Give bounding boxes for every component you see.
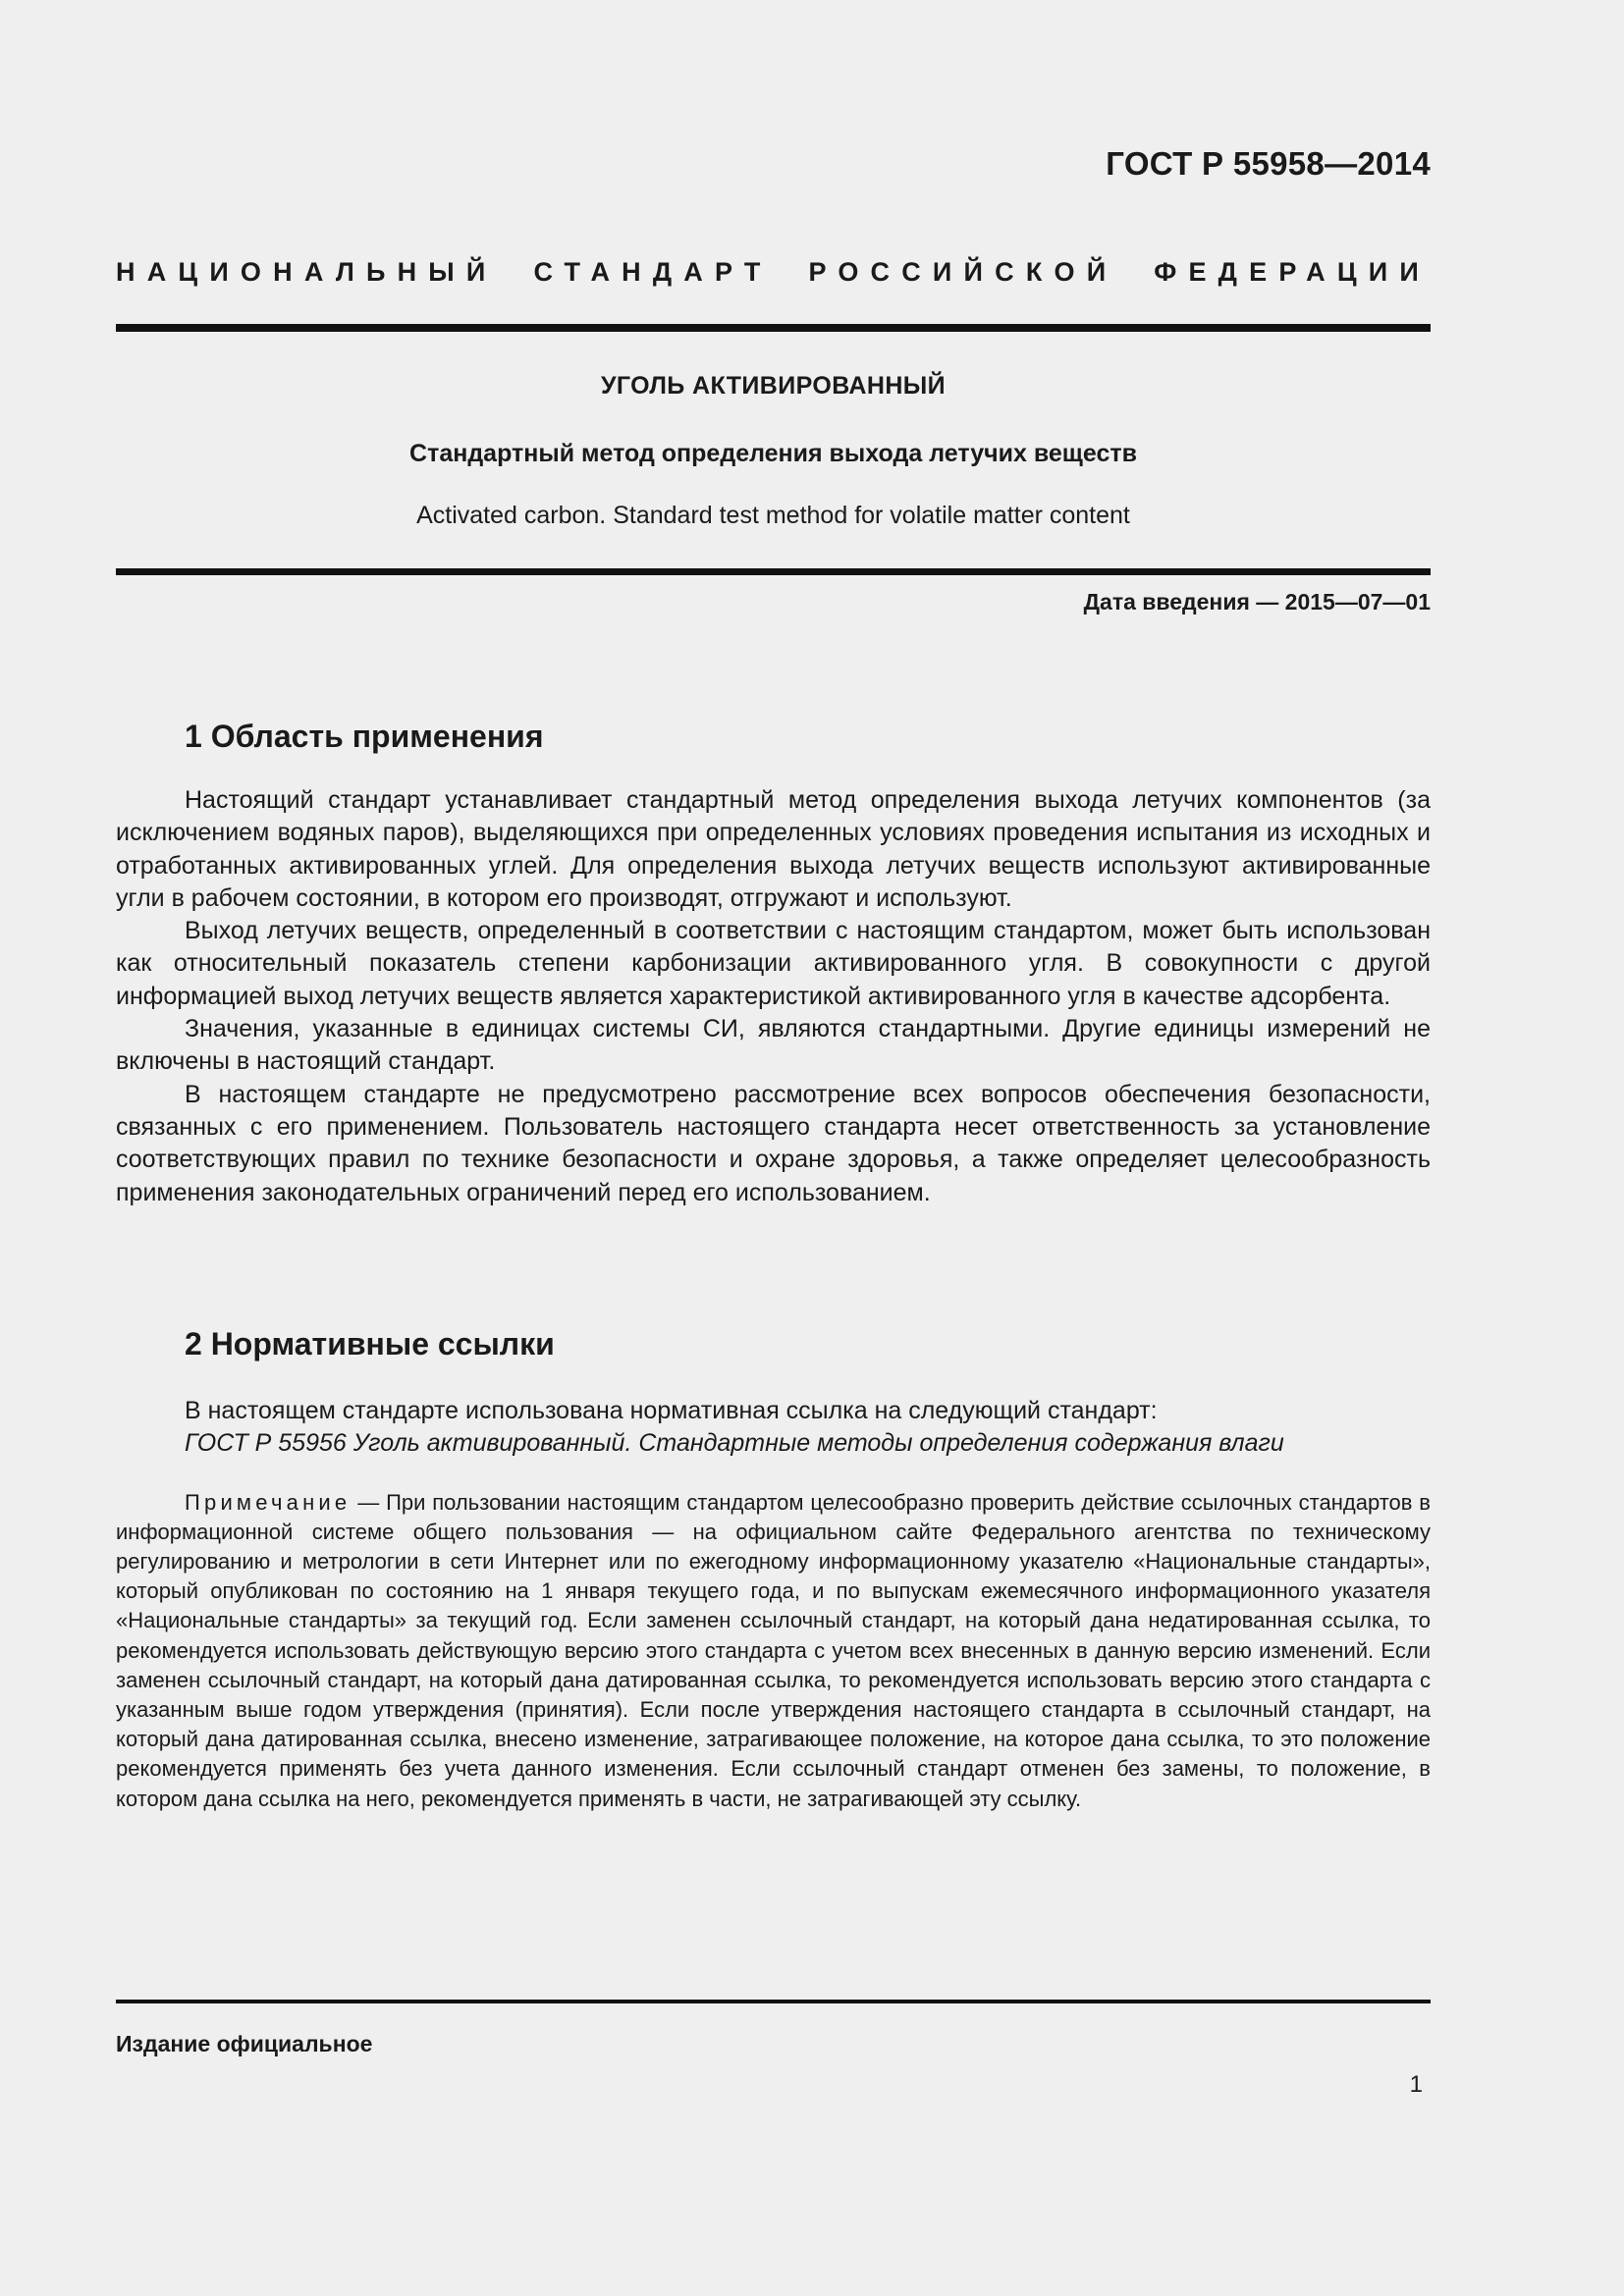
section-scope [116, 719, 1431, 1209]
paragraph: Значения, указанные в единицах системы СИ, являются стандартными. Другие единицы измерений не включены в настоящий стандарт. [116, 1015, 1431, 1076]
document-subtitle: Стандартный метод определения выхода летучих веществ [409, 440, 1137, 467]
note [116, 1488, 1431, 1814]
paragraph: Настоящий стандарт устанавливает стандартный метод определения выхода летучих компонентов (за исключением водяных паров), выделяющихся при определенных условиях проведения испытания из исходных и отработанных активированных углей. Для определения выхода летучих веществ используют активированные угли в рабочем состоянии, в котором его производят, отгружают и используют. [116, 786, 1431, 912]
note-text: — При пользовании настоящим стандартом целесообразно проверить действие ссылочных стандартов в информационной системе общего пользования — на официальном сайте Федерального агентства по техническому регулированию и метрологии в сети Интернет или по ежегодному информационному указателю «Национальные стандарты», который опубликован по состоянию на 1 января текущего года, и по выпускам ежемесячного информационного указателя «Национальные стандарты» за текущий год. Если заменен ссылочный стандарт, на который дана недатированная ссылка, то рекомендуется использовать действующую версию этого стандарта с учетом всех внесенных в данную версию изменений. Если заменен ссылочный стандарт, на который дана датированная ссылка, то рекомендуется использовать версию этого стандарта с указанным выше годом утверждения (принятия). Если после утверждения настоящего стандарта в ссылочный стандарт, на который дана датированная ссылка, внесено изменение, затрагивающее положение, на которое дана ссылка, то это положение рекомендуется применять без учета данного изменения. Если ссылочный стандарт отменен без замены, то положение, в котором дана ссылка на него, рекомендуется применять в части, не затрагивающей эту ссылку. [116, 1489, 1431, 1811]
top-rule [116, 324, 1431, 332]
reference-item: ГОСТ Р 55956 Уголь активированный. Стандартные методы определения содержания влаги [185, 1429, 1284, 1458]
note-label: Примечание [185, 1489, 352, 1515]
section-heading-scope: 1 Область применения [185, 719, 544, 754]
document-page [116, 0, 1431, 2296]
section-heading-references: 2 Нормативные ссылки [185, 1326, 555, 1362]
national-standard-banner: НАЦИОНАЛЬНЫЙ СТАНДАРТ РОССИЙСКОЙ ФЕДЕРАЦИИ [116, 257, 1431, 287]
page-number: 1 [1409, 2071, 1423, 2098]
document-title-english: Activated carbon. Standard test method for volatile matter content [416, 502, 1130, 529]
section-references [116, 1326, 1431, 1836]
standard-designation: ГОСТ Р 55958—2014 [1106, 145, 1431, 182]
document-title: УГОЛЬ АКТИВИРОВАННЫЙ [600, 372, 947, 400]
references-intro: В настоящем стандарте использована нормативная ссылка на следующий стандарт: [185, 1397, 1158, 1424]
edition-label: Издание официальное [116, 2031, 373, 2056]
introduction-date: Дата введения — 2015—07—01 [1083, 589, 1431, 614]
footer-rule [116, 2000, 1431, 2003]
title-rule [116, 568, 1431, 575]
paragraph: Выход летучих веществ, определенный в соответствии с настоящим стандартом, может быть использован как относительный показатель степени карбонизации активированного угля. В совокупности с другой информацией выход летучих веществ является характеристикой активированного угля в качестве адсорбента. [116, 917, 1431, 1010]
paragraph: В настоящем стандарте не предусмотрено рассмотрение всех вопросов обеспечения безопасности, связанных с его применением. Пользователь настоящего стандарта несет ответственность за установление соответствующих правил по технике безопасности и охране здоровья, а также определяет целесообразность применения законодательных ограничений перед его использованием. [116, 1080, 1431, 1206]
